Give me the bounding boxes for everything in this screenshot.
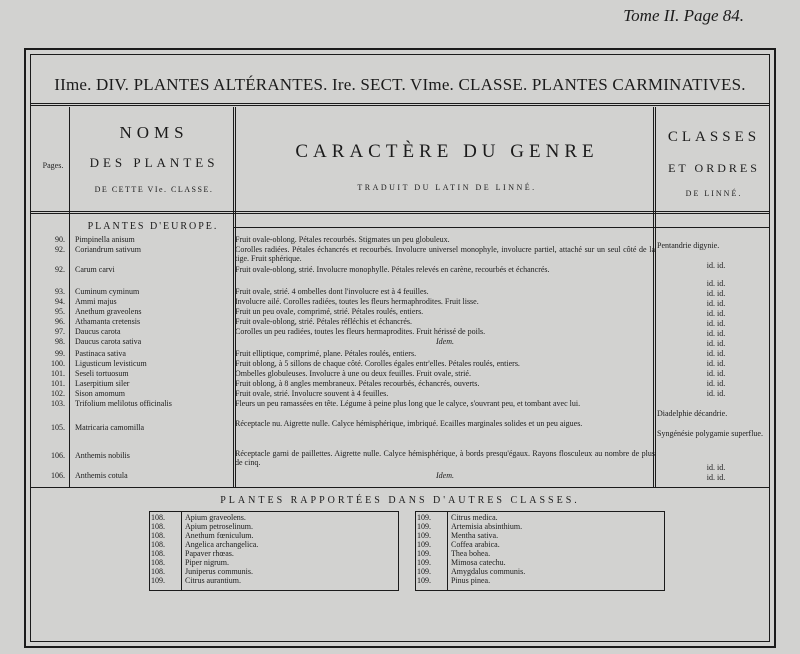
- row-classe: Pentandrie digynie.: [657, 241, 720, 250]
- column-header-classes-line3: DE LINNÉ.: [685, 189, 743, 198]
- row-genre: Corolles radiées. Pétales échancrés et recourbés. Involucre universel monophyle, involucre partiel, attaché sur un seul côté de la tige. Fruit sphérique.: [235, 245, 655, 263]
- autres-page: 109.: [417, 513, 431, 522]
- autres-plant: Amygdalus communis.: [451, 567, 526, 576]
- autres-page: 109.: [417, 558, 431, 567]
- autres-page: 109.: [417, 576, 431, 585]
- autres-page: 108.: [151, 549, 165, 558]
- autres-plant: Mimosa catechu.: [451, 558, 506, 567]
- row-genre: Idem.: [436, 337, 454, 346]
- row-plant: Cuminum cyminum: [75, 287, 140, 296]
- row-page: 94.: [55, 297, 65, 306]
- row-genre: Fruit ovale, strié. Involucre souvent à 4 feuilles.: [235, 389, 389, 398]
- row-classe: Diadelphie décandrie.: [657, 409, 728, 418]
- autres-page: 108.: [151, 522, 165, 531]
- row-plant: Anthemis nobilis: [75, 451, 130, 460]
- autres-page: 108.: [151, 558, 165, 567]
- row-plant: Pimpinella anisum: [75, 235, 135, 244]
- row-page: 92.: [55, 265, 65, 274]
- autres-plant: Anethum fœniculum.: [185, 531, 254, 540]
- row-page: 98.: [55, 337, 65, 346]
- row-classe: id. id.: [706, 329, 726, 338]
- row-classe: id. id.: [706, 389, 726, 398]
- row-genre: Réceptacle garni de paillettes. Aigrette nulle. Calyce hémisphérique, à bords presqu'égaux. Rayons flosculeux au nombre de plus de cinq.: [235, 449, 655, 467]
- section-europe-title: PLANTES D'EUROPE.: [87, 221, 219, 232]
- row-genre: Fruit ovale-oblong. Pétales recourbés. Stigmates un peu globuleux.: [235, 235, 450, 244]
- row-classe: id. id.: [706, 299, 726, 308]
- row-classe: id. id.: [706, 261, 726, 270]
- column-header-classes: CLASSES: [667, 129, 761, 145]
- row-page: 103.: [51, 399, 65, 408]
- row-classe: id. id.: [706, 349, 726, 358]
- row-plant: Ammi majus: [75, 297, 117, 306]
- column-header-classes-line2: ET ORDRES: [668, 161, 760, 175]
- row-page: 106.: [51, 471, 65, 480]
- autres-plant: Mentha sativa.: [451, 531, 499, 540]
- autres-right-divider: [447, 511, 448, 591]
- autres-page: 108.: [151, 513, 165, 522]
- autres-plant: Apium graveolens.: [185, 513, 246, 522]
- row-plant: Laserpitium siler: [75, 379, 130, 388]
- row-page: 101.: [51, 379, 65, 388]
- row-plant: Daucus carota sativa: [75, 337, 142, 346]
- autres-plant: Papaver rhœas.: [185, 549, 234, 558]
- row-page: 105.: [51, 423, 65, 432]
- autres-plant: Juniperus communis.: [185, 567, 253, 576]
- row-plant: Athamanta cretensis: [75, 317, 141, 326]
- row-genre: Fruit elliptique, comprimé, plane. Pétales roulés, entiers.: [235, 349, 417, 358]
- row-plant: Seseli tortuosum: [75, 369, 129, 378]
- autres-plant: Coffea arabica.: [451, 540, 500, 549]
- autres-left-divider: [181, 511, 182, 591]
- row-genre: Corolles un peu radiées, toutes les fleurs hermaprodites. Fruit hérissé de poils.: [235, 327, 486, 336]
- column-header-caractere: CARACTÈRE DU GENRE: [295, 141, 599, 162]
- row-plant: Anethum graveolens: [75, 307, 142, 316]
- row-plant: Matricaria camomilla: [75, 423, 145, 432]
- row-classe: id. id.: [706, 463, 726, 472]
- row-plant: Sison amomum: [75, 389, 126, 398]
- row-genre: Fruit oblong, à 5 sillons de chaque côté. Corolles égales entr'elles. Pétales roulés, entiers.: [235, 359, 520, 368]
- row-page: 93.: [55, 287, 65, 296]
- row-page: 99.: [55, 349, 65, 358]
- table-headline: IIme. DIV. PLANTES ALTÉRANTES. Ire. SECT. VIme. CLASSE. PLANTES CARMINATIVES.: [54, 75, 746, 94]
- row-genre: Fleurs un peu ramassées en tête. Légume à peine plus long que le calyce, s'ouvrant peu, et tombant avec lui.: [235, 399, 581, 408]
- page-header: Tome II. Page 84.: [623, 6, 744, 25]
- autres-page: 108.: [151, 567, 165, 576]
- row-classe: id. id.: [706, 309, 726, 318]
- row-plant: Anthemis cotula: [75, 471, 128, 480]
- autres-page: 109.: [151, 576, 165, 585]
- row-plant: Daucus carota: [75, 327, 121, 336]
- column-header-caractere-sub: TRADUIT DU LATIN DE LINNÉ.: [357, 183, 537, 192]
- column-header-noms-line2: DES PLANTES: [89, 155, 219, 170]
- row-page: 96.: [55, 317, 65, 326]
- autres-page: 109.: [417, 522, 431, 531]
- autres-page: 109.: [417, 540, 431, 549]
- row-classe: id. id.: [706, 289, 726, 298]
- row-genre: Fruit ovale-oblong, strié. Pétales réfléchis et échancrés.: [235, 317, 413, 326]
- row-page: 106.: [51, 451, 65, 460]
- headline-rule: [31, 103, 769, 106]
- column-header-pages: Pages.: [42, 161, 64, 170]
- row-page: 102.: [51, 389, 65, 398]
- row-page: 92.: [55, 245, 65, 254]
- column-header-noms: NOMS: [119, 123, 189, 142]
- autres-plant: Angelica archangelica.: [185, 540, 259, 549]
- autres-page: 109.: [417, 567, 431, 576]
- row-classe: id. id.: [706, 339, 726, 348]
- column-header-noms-line3: DE CETTE VIe. CLASSE.: [94, 185, 214, 194]
- row-classe: id. id.: [706, 379, 726, 388]
- row-page: 90.: [55, 235, 65, 244]
- row-plant: Trifolium melilotus officinalis: [75, 399, 172, 408]
- row-genre: Involucre ailé. Corolles radiées, toutes les fleurs hermaphrodites. Fruit lisse.: [235, 297, 479, 306]
- autres-plant: Citrus aurantium.: [185, 576, 241, 585]
- autres-plant: Artemisia absinthium.: [451, 522, 523, 531]
- row-plant: Carum carvi: [75, 265, 115, 274]
- row-genre: Fruit ovale, strié. 4 ombelles dont l'involucre est à 4 feuilles.: [235, 287, 429, 296]
- row-classe: id. id.: [706, 279, 726, 288]
- autres-page: 109.: [417, 549, 431, 558]
- row-classe: id. id.: [706, 319, 726, 328]
- row-genre: Ombelles globuleuses. Involucre à une ou deux feuilles. Fruit ovale, strié.: [235, 369, 471, 378]
- row-classe: id. id.: [706, 473, 726, 482]
- row-genre: Fruit ovale-oblong, strié. Involucre monophylle. Pétales relevés en carène, recourbés et échancrés.: [235, 265, 550, 274]
- autres-plant: Thea bohea.: [451, 549, 491, 558]
- row-classe: Syngénésie polygamie superflue.: [657, 429, 763, 438]
- genre-top-rule: [233, 227, 769, 228]
- row-genre: Fruit oblong, à 8 angles membraneux. Pétales recourbés, échancrés, ouverts.: [235, 379, 480, 388]
- pages-column-divider: [69, 107, 70, 487]
- autres-page: 109.: [417, 531, 431, 540]
- header-rule: [31, 211, 769, 214]
- autres-page: 108.: [151, 540, 165, 549]
- row-classe: id. id.: [706, 369, 726, 378]
- autres-plant: Piper nigrum.: [185, 558, 229, 567]
- table-inner-frame: [30, 54, 770, 642]
- table-bottom-rule: [31, 487, 769, 488]
- autres-plant: Apium petroselinum.: [185, 522, 253, 531]
- row-genre: Réceptacle nu. Aigrette nulle. Calyce hémisphérique, imbriqué. Ecailles marginales solides et un peu aigues.: [235, 419, 583, 428]
- row-genre: Idem.: [436, 471, 454, 480]
- row-plant: Pastinaca sativa: [75, 349, 126, 358]
- row-classe: id. id.: [706, 359, 726, 368]
- autres-plant: Pinus pinea.: [451, 576, 491, 585]
- autres-page: 108.: [151, 531, 165, 540]
- row-page: 95.: [55, 307, 65, 316]
- row-page: 101.: [51, 369, 65, 378]
- table-frame: [24, 48, 776, 648]
- row-plant: Coriandrum sativum: [75, 245, 141, 254]
- row-genre: Fruit un peu ovale, comprimé, strié. Pétales roulés, entiers.: [235, 307, 424, 316]
- row-page: 100.: [51, 359, 65, 368]
- row-plant: Ligusticum levisticum: [75, 359, 147, 368]
- autres-classes-title: PLANTES RAPPORTÉES DANS D'AUTRES CLASSES.: [220, 495, 580, 506]
- autres-plant: Citrus medica.: [451, 513, 498, 522]
- row-page: 97.: [55, 327, 65, 336]
